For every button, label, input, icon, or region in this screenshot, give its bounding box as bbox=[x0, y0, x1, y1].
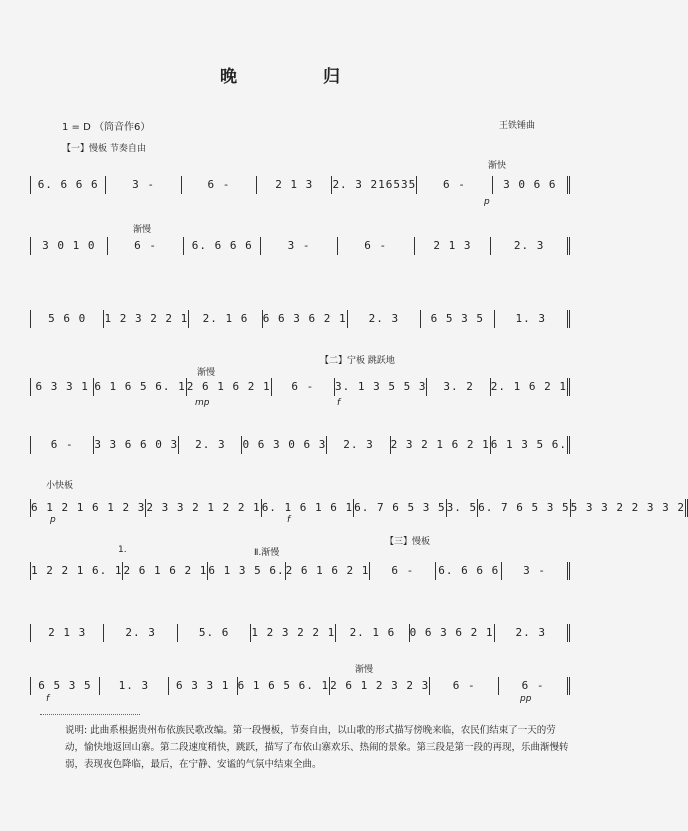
measure: 6 - bbox=[370, 562, 436, 580]
measure: 6 3 3 1 bbox=[169, 677, 238, 695]
measure: 3 - bbox=[261, 237, 338, 255]
score-line-7 bbox=[30, 558, 570, 584]
measure: 0 6 3 0 6 3 bbox=[242, 436, 327, 454]
measure: 6 - bbox=[108, 237, 185, 255]
score-line-8 bbox=[30, 620, 570, 646]
measure: 2. 3 bbox=[495, 624, 570, 642]
measure: 2 3 3 2 1 2 2 1 bbox=[146, 499, 261, 517]
measure: 2. 1 6 bbox=[189, 310, 262, 328]
dynamic-mark: f bbox=[337, 398, 341, 408]
measure: 6 - bbox=[30, 436, 94, 454]
measure: 3 0 6 6 bbox=[493, 176, 570, 194]
measure: 2 6 1 6 2 1 bbox=[123, 562, 208, 580]
dynamic-mark: pp bbox=[520, 694, 532, 704]
measure: 1. 3 bbox=[495, 310, 570, 328]
tempo-mark: 渐慢 bbox=[355, 665, 374, 675]
dynamic-mark: f bbox=[46, 694, 50, 704]
measure: 5. 6 bbox=[178, 624, 251, 642]
measure: 6 - bbox=[430, 677, 499, 695]
page-title: 晚 归 bbox=[220, 67, 380, 87]
key-signature: 1 = D （筒音作6） bbox=[62, 122, 151, 133]
measure: 3. 2 bbox=[427, 378, 490, 396]
measure: 2. 1 6 2 1 bbox=[491, 378, 570, 396]
measure: 6. 6 6 6 bbox=[30, 176, 106, 194]
measure: 6 6 3 6 2 1 bbox=[263, 310, 348, 328]
measure: 6 3 3 1 bbox=[30, 378, 94, 396]
description-text: 此曲系根据贵州布依族民歌改编。第一段慢板，节奏自由，以山歌的形式描写傍晚来临，农民们结束了一天的劳动，愉快地返回山寨。第二段速度稍快，跳跃，描写了布依山寨欢乐、热闹的景象。第三段是第一段的再现，乐曲渐慢转弱，表现夜色降临，最后，在宁静、安谧的气氛中结束全曲。 bbox=[65, 725, 569, 770]
measure: 2. 3 bbox=[104, 624, 177, 642]
section-3-label: 【三】慢板 bbox=[385, 537, 431, 547]
score-line-5 bbox=[30, 432, 570, 458]
measure: 6 1 6 5 6. 1 bbox=[238, 677, 330, 695]
measure: 2. 3 bbox=[327, 436, 390, 454]
measure: 1 2 2 1 6. 1 bbox=[30, 562, 123, 580]
score-line-1 bbox=[30, 172, 570, 198]
score-line-3 bbox=[30, 306, 570, 332]
measure: 5 3 3 2 2 3 3 2 bbox=[571, 499, 688, 517]
measure: 2. 3 216535 bbox=[332, 176, 417, 194]
description-label: 说明: bbox=[65, 725, 88, 736]
measure: 3 0 1 0 bbox=[30, 237, 108, 255]
measure: 6. 7 6 5 3 5 bbox=[354, 499, 446, 517]
measure: 3. 5 bbox=[447, 499, 479, 517]
measure: 6 - bbox=[182, 176, 257, 194]
measure: 6 5 3 5 bbox=[421, 310, 494, 328]
measure: 6 1 3 5 6. bbox=[208, 562, 285, 580]
tempo-mark: 渐慢 bbox=[133, 225, 152, 235]
measure: 6 1 2 1 6 1 2 3 bbox=[30, 499, 146, 517]
measure: 2. 3 bbox=[491, 237, 570, 255]
tempo-mark: 渐慢 bbox=[197, 368, 216, 378]
score-line-2 bbox=[30, 233, 570, 259]
measure: 3 3 6 6 0 3 bbox=[94, 436, 179, 454]
section-1-label: 【一】慢板 节奏自由 bbox=[62, 144, 146, 154]
dynamic-mark: mp bbox=[195, 398, 210, 408]
measure: 2 6 1 6 2 1 bbox=[187, 378, 272, 396]
score-line-4 bbox=[30, 374, 570, 400]
measure: 1 2 3 2 2 1 bbox=[104, 310, 189, 328]
measure: 6. 1 6 1 6 1 bbox=[262, 499, 354, 517]
measure: 6 - bbox=[338, 237, 415, 255]
measure: 3 - bbox=[502, 562, 570, 580]
measure: 2 3 2 1 6 2 1 bbox=[391, 436, 491, 454]
section-2-label: 【二】宁板 跳跃地 bbox=[320, 356, 395, 366]
measure: 3 - bbox=[106, 176, 181, 194]
measure: 0 6 3 6 2 1 bbox=[410, 624, 495, 642]
measure: 2 1 3 bbox=[30, 624, 104, 642]
description bbox=[65, 722, 570, 773]
measure: 2 1 3 bbox=[257, 176, 332, 194]
measure: 2. 3 bbox=[179, 436, 242, 454]
divider bbox=[40, 714, 140, 715]
section-fast-label: 小快板 bbox=[46, 481, 74, 491]
tempo-mark: 渐快 bbox=[488, 161, 507, 171]
score-line-9 bbox=[30, 673, 570, 699]
measure: 6 1 6 5 6. 1 bbox=[94, 378, 186, 396]
score-line-6 bbox=[30, 495, 685, 521]
measure: 5 6 0 bbox=[30, 310, 104, 328]
dynamic-mark: f bbox=[287, 515, 291, 525]
volta-2: Ⅱ.渐慢 bbox=[254, 548, 280, 558]
measure: 2 1 3 bbox=[415, 237, 492, 255]
volta-1: 1. bbox=[118, 545, 127, 555]
measure: 3. 1 3 5 5 3 bbox=[335, 378, 427, 396]
dynamic-mark: p bbox=[50, 515, 56, 525]
measure: 2 6 1 6 2 1 bbox=[286, 562, 371, 580]
measure: 1 2 3 2 2 1 bbox=[251, 624, 336, 642]
measure: 2. 3 bbox=[348, 310, 421, 328]
measure: 6 5 3 5 bbox=[30, 677, 100, 695]
measure: 2. 1 6 bbox=[336, 624, 409, 642]
measure: 6 1 3 5 6. bbox=[491, 436, 570, 454]
measure: 6 - bbox=[499, 677, 570, 695]
measure: 2 6 1 2 3 2 3 bbox=[330, 677, 430, 695]
measure: 6. 6 6 6 bbox=[184, 237, 261, 255]
measure: 6 - bbox=[417, 176, 492, 194]
measure: 6. 7 6 5 3 5 bbox=[478, 499, 570, 517]
measure: 1. 3 bbox=[100, 677, 169, 695]
dynamic-mark: p bbox=[484, 197, 490, 207]
measure: 6 - bbox=[272, 378, 335, 396]
composer-credit: 王铁锤曲 bbox=[499, 121, 536, 131]
measure: 6. 6 6 6 bbox=[436, 562, 502, 580]
